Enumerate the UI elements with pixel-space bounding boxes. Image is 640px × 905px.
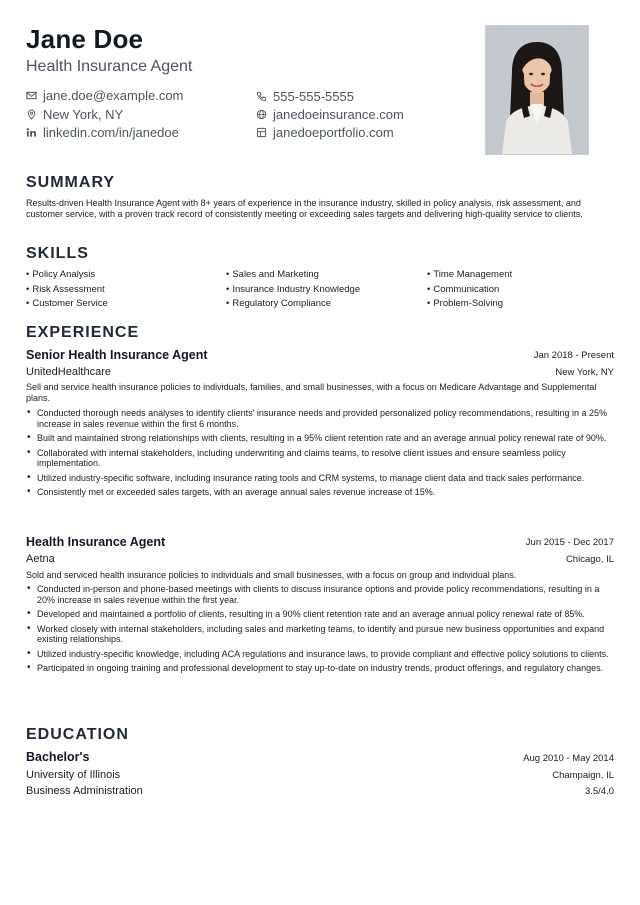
job-location: Chicago, IL xyxy=(565,554,614,565)
achievement-item: • Utilized industry-specific software, including insurance rating tools and CRM systems, to manage client data and track sales performance. xyxy=(26,473,614,484)
achievement-item: • Worked closely with internal stakeholders, including sales and marketing teams, to identify and pursue new business opportunities and expand existing relationships. xyxy=(26,624,614,645)
education-school: University of Illinois xyxy=(26,769,121,781)
education-location: Champaign, IL xyxy=(552,770,614,781)
skill-item: • Time Management xyxy=(427,269,614,282)
skill-item: • Sales and Marketing xyxy=(226,269,427,282)
education-degree: Bachelor's xyxy=(26,750,90,764)
website-contact[interactable] xyxy=(256,107,404,122)
education-dates: Aug 2010 - May 2014 xyxy=(523,753,614,764)
education-field: Business Administration xyxy=(26,785,143,797)
portrait-image xyxy=(486,26,588,154)
achievement-item: • Utilized industry-specific knowledge, including ACA regulations and insurance laws, to provide compliant and effective policy solutions to clients. xyxy=(26,649,614,660)
portfolio-contact[interactable] xyxy=(256,125,394,140)
linkedin-contact[interactable] xyxy=(26,125,179,140)
achievement-item: • Participated in ongoing training and professional development to stay up-to-date on industry trends, product offerings, and regulatory changes. xyxy=(26,663,614,674)
phone-contact[interactable] xyxy=(256,89,354,104)
achievement-item: • Conducted thorough needs analyses to identify clients' insurance needs and provided personalized policy recommendations, resulting in a 25% increase in sales revenue within the first 6 months. xyxy=(26,408,614,429)
summary-heading: SUMMARY xyxy=(26,174,116,191)
website-text: janedoeinsurance.com xyxy=(273,107,404,122)
skills-list xyxy=(26,269,614,311)
summary-text: Results-driven Health Insurance Agent with 8+ years of experience in the insurance industry, skilled in policy analysis, risk assessment, and customer service, with a proven track record of consistently meeting or exceeding sales targets and delivering high-quality service to clients. xyxy=(26,198,583,219)
skill-item: • Insurance Industry Knowledge xyxy=(226,284,427,297)
skill-item: • Communication xyxy=(427,284,614,297)
linkedin-icon xyxy=(26,127,37,138)
linkedin-text: linkedin.com/in/janedoe xyxy=(43,125,179,140)
achievement-item: • Conducted in-person and phone-based meetings with clients to discuss insurance options and provide policy recommendations, resulting in a 20% increase in sales revenue within the first year. xyxy=(26,584,614,605)
phone-icon xyxy=(256,91,267,102)
education-gpa: 3.5/4.0 xyxy=(584,786,614,797)
skill-item: • Risk Assessment xyxy=(26,284,226,297)
skill-item: • Problem-Solving xyxy=(427,298,614,311)
job-title: Health Insurance Agent xyxy=(26,535,166,549)
job-description: Sell and service health insurance policies to individuals, families, and small businesses, with a focus on Medicare Advantage and Supplemental plans. xyxy=(26,382,597,403)
profile-photo xyxy=(485,25,589,155)
job-dates: Jun 2015 - Dec 2017 xyxy=(525,537,614,548)
phone-text: 555-555-5555 xyxy=(273,89,354,104)
job-achievements xyxy=(26,584,614,678)
job-description: Sold and serviced health insurance policies to individuals and small businesses, with a focus on group and individual plans. xyxy=(26,570,517,580)
skills-heading: SKILLS xyxy=(26,245,89,262)
email-contact[interactable] xyxy=(26,88,183,103)
job-achievements xyxy=(26,408,614,502)
job-title: Senior Health Insurance Agent xyxy=(26,348,208,362)
portfolio-text: janedoeportfolio.com xyxy=(273,125,394,140)
globe-icon xyxy=(256,109,267,120)
achievement-item: • Developed and maintained a portfolio of clients, resulting in a 90% client retention rate and an average annual policy renewal rate of 85%. xyxy=(26,609,614,620)
education-heading: EDUCATION xyxy=(26,726,129,743)
job-company: UnitedHealthcare xyxy=(26,366,111,378)
experience-heading: EXPERIENCE xyxy=(26,324,140,341)
achievement-item: • Collaborated with internal stakeholders, including underwriting and claims teams, to resolve client issues and ensure seamless policy implementation. xyxy=(26,448,614,469)
location-text: New York, NY xyxy=(43,107,124,122)
portfolio-icon xyxy=(256,127,267,138)
achievement-item: • Built and maintained strong relationships with clients, resulting in a 95% client retention rate and an average annual policy renewal rate of 90%. xyxy=(26,433,614,444)
map-pin-icon xyxy=(26,109,37,120)
candidate-name: Jane Doe xyxy=(26,24,144,54)
job-company: Aetna xyxy=(26,553,55,565)
location-contact xyxy=(26,107,123,122)
candidate-title: Health Insurance Agent xyxy=(26,58,193,75)
skill-item: • Customer Service xyxy=(26,298,226,311)
job-dates: Jan 2018 - Present xyxy=(533,350,614,361)
skill-item: • Policy Analysis xyxy=(26,269,226,282)
skill-item: • Regulatory Compliance xyxy=(226,298,427,311)
email-text: jane.doe@example.com xyxy=(43,88,184,103)
job-location: New York, NY xyxy=(555,367,614,378)
mail-icon xyxy=(26,90,37,101)
achievement-item: • Consistently met or exceeded sales targets, with an average annual sales revenue increase of 15%. xyxy=(26,487,614,498)
